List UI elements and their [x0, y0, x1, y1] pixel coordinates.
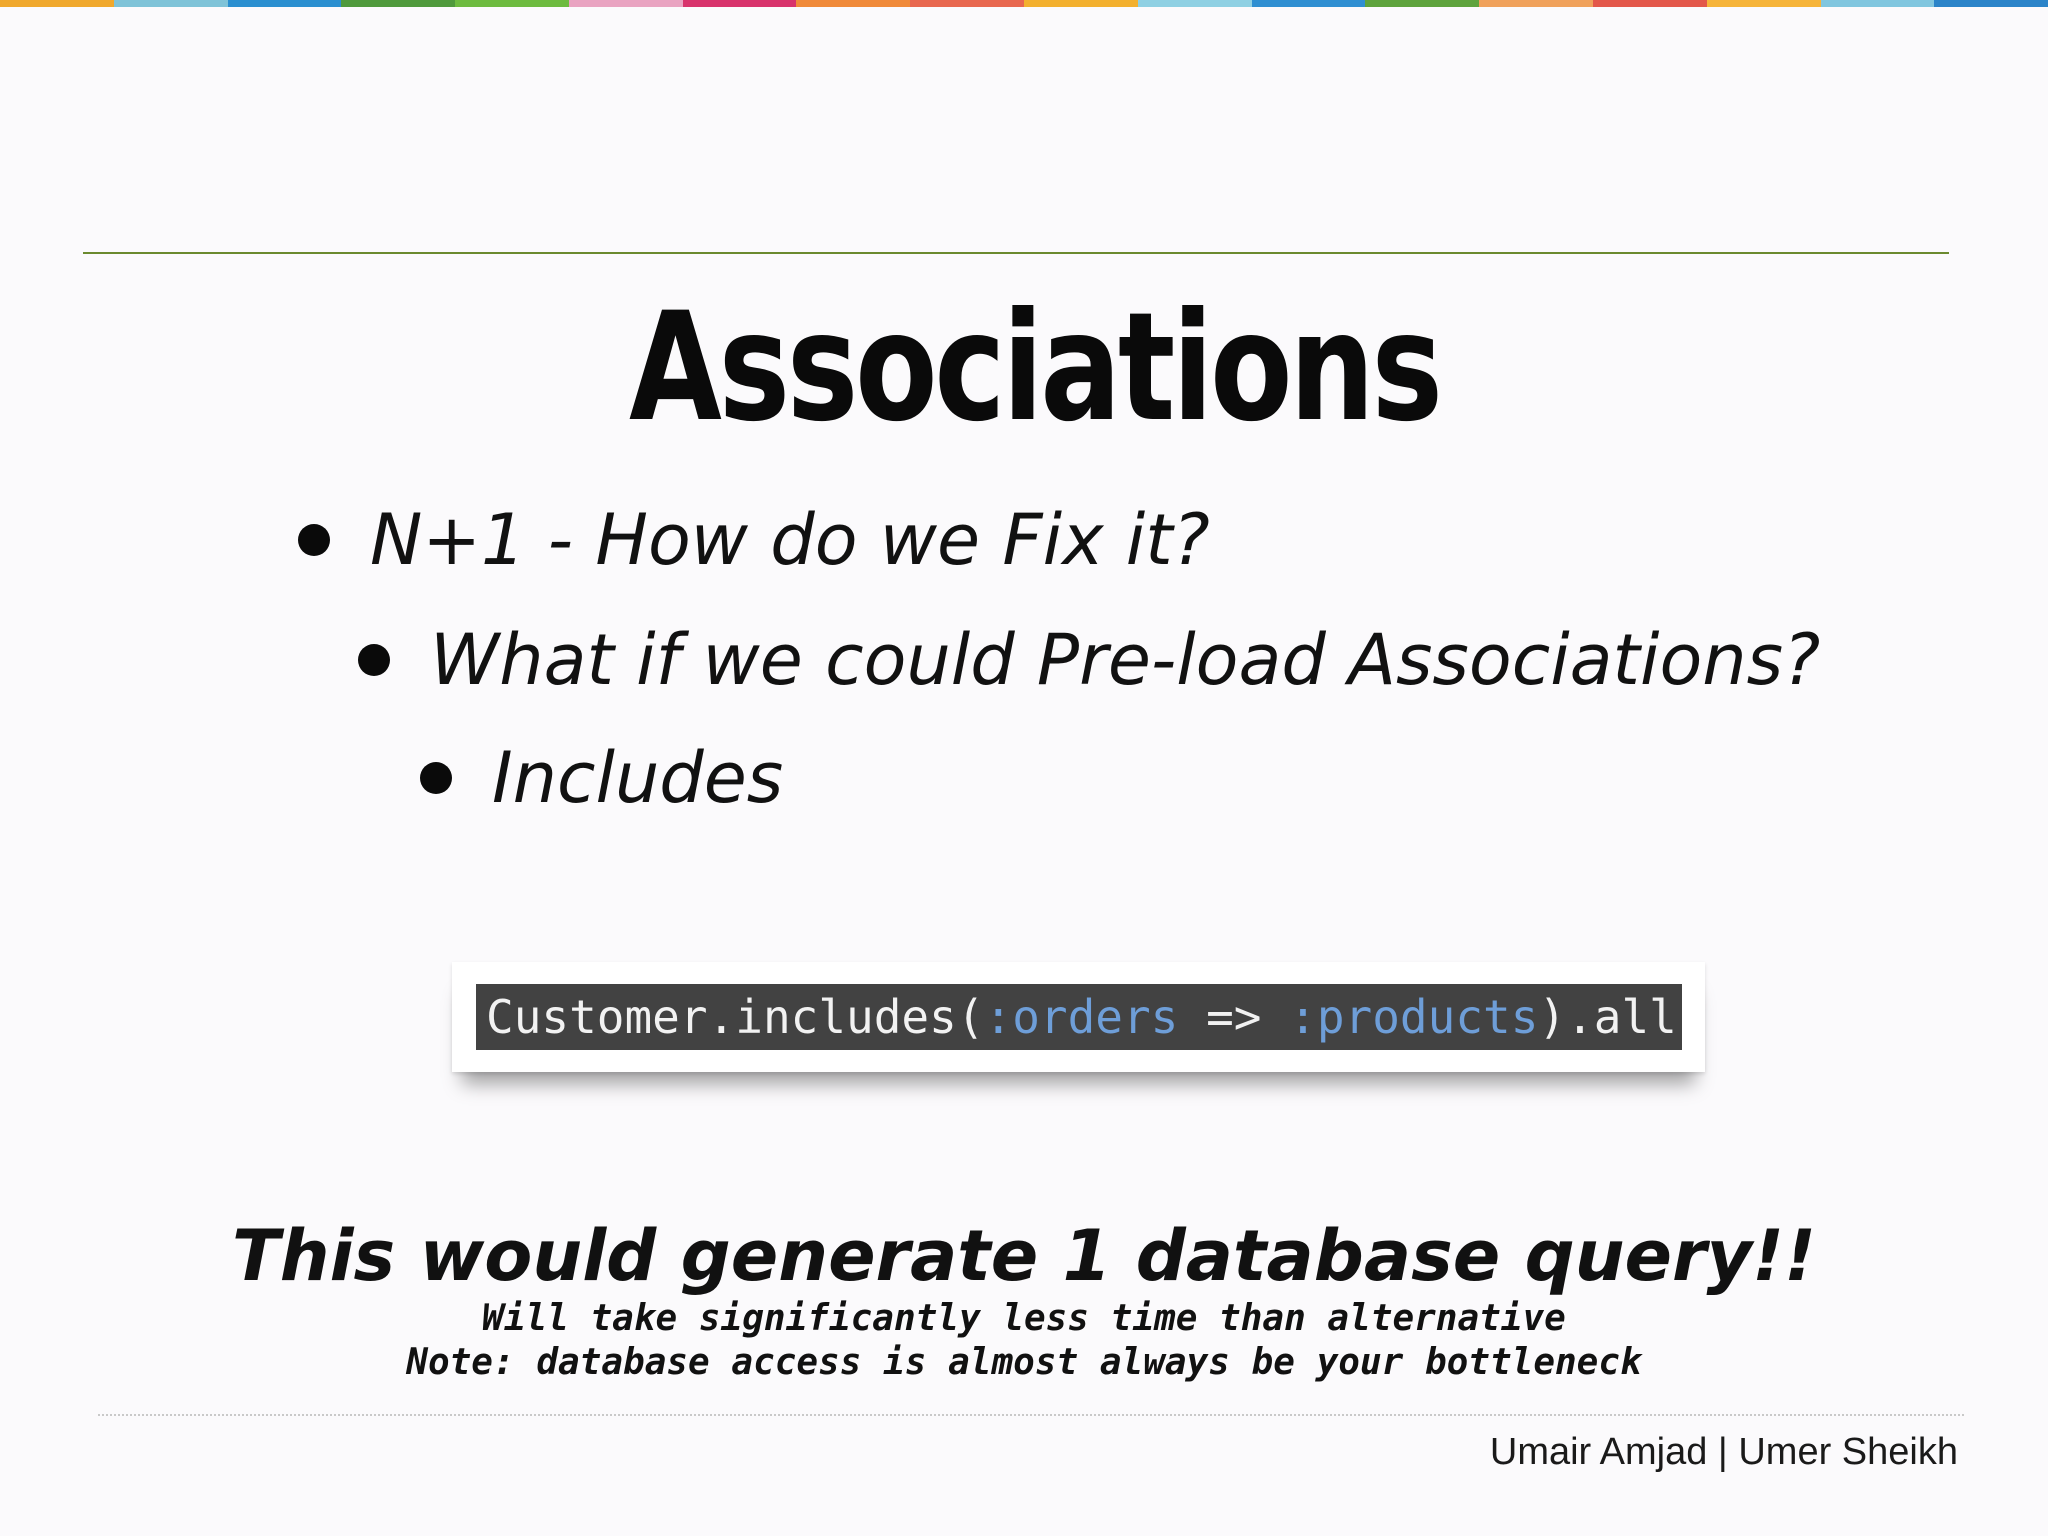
bullet-dot-icon — [358, 644, 390, 676]
header-rule — [83, 252, 1949, 254]
result-headline: This would generate 1 database query!! — [231, 1215, 1817, 1297]
bullet-dot-icon — [420, 762, 452, 794]
color-strip-segment — [683, 0, 797, 7]
footer-rule — [98, 1414, 1964, 1416]
top-color-strip — [0, 0, 2048, 7]
bullet-text: What if we could Pre-load Associations? — [430, 619, 1821, 701]
code-snippet-card — [452, 962, 1705, 1072]
color-strip-segment — [1707, 0, 1821, 7]
code-symbol-products: :products — [1289, 990, 1539, 1044]
footer-authors: Umair Amjad | Umer Sheikh — [1489, 1431, 1958, 1473]
color-strip-segment — [1024, 0, 1138, 7]
color-strip-segment — [1252, 0, 1366, 7]
color-strip-segment — [1934, 0, 2048, 7]
code-snippet — [476, 984, 1682, 1050]
color-strip-segment — [228, 0, 342, 7]
code-suffix: ).all — [1538, 990, 1677, 1044]
color-strip-segment — [1138, 0, 1252, 7]
bullet-text: Includes — [492, 737, 784, 819]
color-strip-segment — [0, 0, 114, 7]
bullet-level-3 — [420, 730, 783, 826]
color-strip-segment — [455, 0, 569, 7]
color-strip-segment — [114, 0, 228, 7]
color-strip-segment — [1479, 0, 1593, 7]
code-symbol-orders: :orders — [984, 990, 1179, 1044]
color-strip-segment — [910, 0, 1024, 7]
bullet-level-2 — [358, 612, 1820, 708]
bullet-text: N+1 - How do we Fix it? — [370, 499, 1210, 581]
code-operator: => — [1178, 990, 1290, 1044]
slide-title: Associations — [629, 281, 1440, 455]
note-line: Note: database access is almost always be your bottleneck — [406, 1342, 1642, 1383]
note-line: Will take significantly less time than alternative — [482, 1298, 1566, 1339]
bullet-dot-icon — [298, 524, 330, 556]
color-strip-segment — [341, 0, 455, 7]
color-strip-segment — [569, 0, 683, 7]
color-strip-segment — [1821, 0, 1935, 7]
bullet-level-1 — [298, 492, 1210, 588]
color-strip-segment — [1365, 0, 1479, 7]
color-strip-segment — [1593, 0, 1707, 7]
code-prefix: Customer.includes( — [486, 990, 985, 1044]
color-strip-segment — [796, 0, 910, 7]
